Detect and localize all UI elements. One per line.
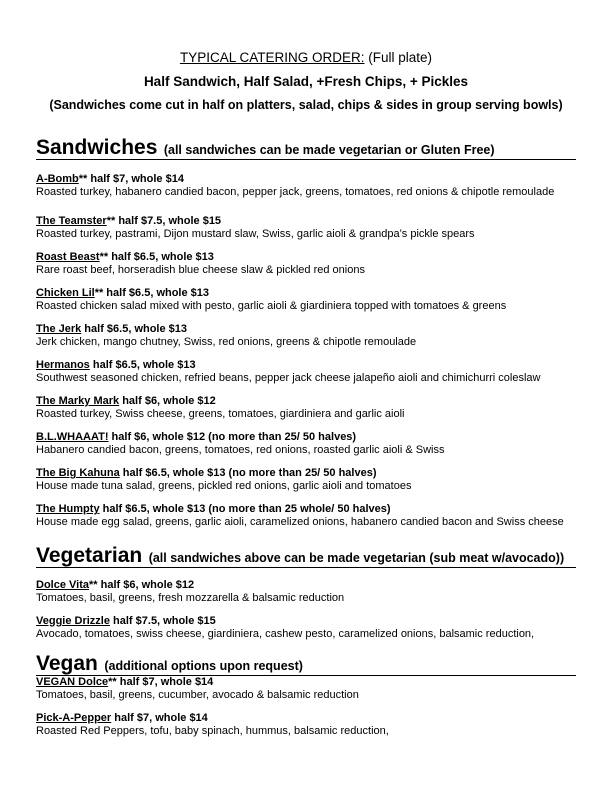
section-sandwiches [36, 136, 576, 160]
item-description: House made egg salad, greens, garlic aioli, caramelized onions, habanero candied bacon and Swiss cheese [36, 516, 564, 528]
serving-note: (Sandwiches come cut in half on platters, salad, chips & sides in group serving bowls) [49, 98, 563, 112]
item-name: Hermanos [36, 359, 90, 371]
item-name: Roast Beast [36, 251, 100, 263]
menu-item-veggie-drizzle [36, 615, 581, 641]
section-vegan [36, 652, 576, 676]
item-name: Veggie Drizzle [36, 615, 110, 627]
item-name: B.L.WHAAAT! [36, 431, 109, 443]
section-note: (all sandwiches above can be made vegetarian (sub meat w/avocado)) [148, 551, 565, 565]
section-title: Vegan [36, 652, 98, 675]
menu-item-hermanos [36, 359, 581, 385]
item-name: The Teamster [36, 215, 107, 227]
item-price: half $6, whole $12 [119, 395, 216, 407]
item-description: Habanero candied bacon, greens, tomatoes, red onions, roasted garlic aioli & Swiss [36, 444, 445, 456]
order-contents: Half Sandwich, Half Salad, +Fresh Chips, + Pickles [143, 74, 469, 89]
menu-item-the-teamster [36, 215, 581, 241]
item-description: Roasted Red Peppers, tofu, baby spinach, hummus, balsamic reduction, [36, 725, 389, 737]
item-name: A-Bomb [36, 173, 79, 185]
item-description: Roasted turkey, pastrami, Dijon mustard slaw, Swiss, garlic aioli & grandpa’s pickle spears [36, 228, 475, 240]
item-price: half $6.5, whole $13 [89, 359, 196, 371]
section-note: (additional options upon request) [104, 659, 303, 673]
section-vegetarian [36, 544, 576, 568]
section-title: Vegetarian [36, 544, 143, 567]
item-description: Rare roast beef, horseradish blue cheese slaw & pickled red onions [36, 264, 365, 276]
order-type-detail: (Full plate) [364, 50, 433, 65]
item-name: The Marky Mark [36, 395, 120, 407]
section-note: (all sandwiches can be made vegetarian or Gluten Free) [163, 143, 495, 157]
item-name: The Jerk [36, 323, 82, 335]
menu-item-the-humpty [36, 503, 581, 529]
item-price: half $7, whole $14 [111, 712, 208, 724]
item-description: House made tuna salad, greens, pickled red onions, garlic aioli and tomatoes [36, 480, 412, 492]
item-description: Roasted turkey, habanero candied bacon, pepper jack, greens, tomatoes, red onions & chipotle remoulade [36, 186, 555, 198]
item-price: ** half $7.5, whole $15 [106, 215, 222, 227]
item-name: Dolce Vita [36, 579, 89, 591]
menu-item-blwhaaat [36, 431, 581, 457]
item-name: The Humpty [36, 503, 100, 515]
item-price: ** half $7, whole $14 [108, 676, 214, 688]
menu-item-pick-a-pepper [36, 712, 581, 738]
item-description: Avocado, tomatoes, swiss cheese, giardiniera, cashew pesto, caramelized onions, balsamic reduction, [36, 628, 535, 640]
item-price: ** half $6, whole $12 [89, 579, 195, 591]
item-price: half $7.5, whole $15 [109, 615, 216, 627]
menu-item-dolce-vita [36, 579, 581, 605]
item-description: Tomatoes, basil, greens, cucumber, avocado & balsamic reduction [36, 689, 359, 701]
item-name: VEGAN Dolce [36, 676, 109, 688]
item-description: Tomatoes, basil, greens, fresh mozzarella & balsamic reduction [36, 592, 345, 604]
order-type-label: TYPICAL CATERING ORDER: [179, 50, 365, 65]
item-price: ** half $6.5, whole $13 [94, 287, 210, 299]
menu-item-vegan-dolce [36, 676, 581, 702]
item-price: half $6, whole $12 (no more than 25/ 50 halves) [108, 431, 357, 443]
item-name: Chicken Lil [36, 287, 95, 299]
item-name: Pick-A-Pepper [36, 712, 112, 724]
menu-item-chicken-lil [36, 287, 581, 313]
item-name: The Big Kahuna [36, 467, 120, 479]
item-description: Jerk chicken, mango chutney, Swiss, red onions, greens & chipotle remoulade [36, 336, 417, 348]
menu-item-roast-beast [36, 251, 581, 277]
order-type-line [0, 50, 612, 65]
item-description: Southwest seasoned chicken, refried beans, pepper jack cheese jalapeño aioli and chimichurri coleslaw [36, 372, 541, 384]
item-description: Roasted turkey, Swiss cheese, greens, tomatoes, giardiniera and garlic aioli [36, 408, 405, 420]
menu-item-a-bomb [36, 173, 581, 199]
menu-item-the-jerk [36, 323, 581, 349]
item-price: half $6.5, whole $13 [81, 323, 188, 335]
item-price: half $6.5, whole $13 (no more than 25/ 50 halves) [119, 467, 377, 479]
item-price: ** half $7, whole $14 [78, 173, 184, 185]
section-title: Sandwiches [36, 136, 158, 159]
item-description: Roasted chicken salad mixed with pesto, garlic aioli & giardiniera topped with tomatoes & greens [36, 300, 507, 312]
item-price: half $6.5, whole $13 (no more than 25 whole/ 50 halves) [99, 503, 391, 515]
item-price: ** half $6.5, whole $13 [99, 251, 214, 263]
menu-item-the-marky-mark [36, 395, 581, 421]
menu-item-the-big-kahuna [36, 467, 581, 493]
